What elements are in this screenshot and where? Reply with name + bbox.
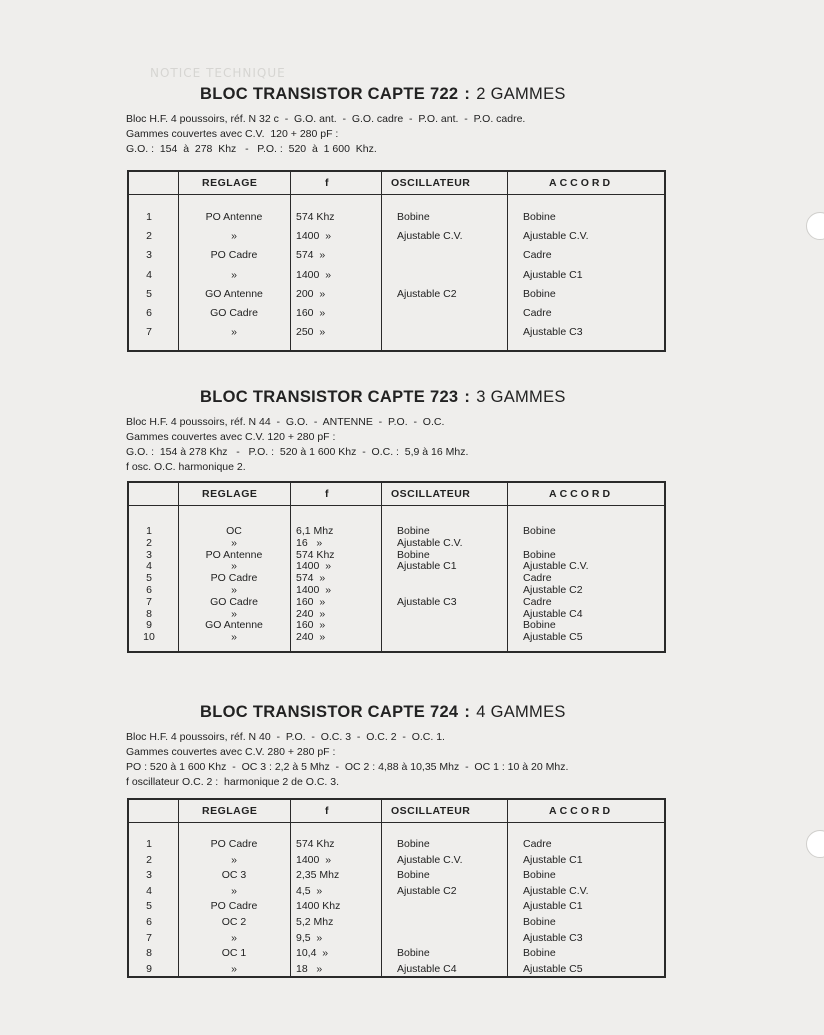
row-number: 2 — [146, 230, 152, 243]
row-reglage: » — [231, 631, 237, 644]
column-header-f: f — [325, 805, 329, 817]
row-reglage: PO Cadre — [210, 249, 258, 262]
bloc-description-line: G.O. : 154 à 278 Khz - P.O. : 520 à 1 600 Khz. — [126, 143, 377, 155]
row-frequency: 6,1 Mhz — [296, 525, 334, 537]
row-reglage: OC 1 — [221, 947, 247, 960]
row-oscillateur: Bobine — [397, 869, 430, 882]
punch-hole-top — [806, 212, 824, 240]
bloc-description-line: G.O. : 154 à 278 Khz - P.O. : 520 à 1 600 Khz - O.C. : 5,9 à 16 Mhz. — [126, 446, 469, 458]
row-frequency: 16 » — [296, 536, 323, 549]
bloc-description-line: Gammes couvertes avec C.V. 120 + 280 pF : — [126, 128, 339, 140]
row-frequency: 4,5 » — [296, 884, 323, 897]
row-accord: Ajustable C4 — [523, 607, 583, 620]
row-frequency: 160 » — [296, 595, 326, 608]
row-frequency: 10,4 » — [296, 947, 329, 960]
row-number: 10 — [143, 631, 155, 644]
row-frequency: 160 » — [296, 307, 326, 319]
row-accord: Ajustable C.V. — [523, 884, 589, 897]
row-reglage: GO Antenne — [205, 619, 263, 632]
row-reglage: » — [231, 230, 237, 243]
row-accord: Ajustable C.V. — [523, 230, 589, 243]
row-number: 4 — [146, 560, 152, 573]
row-number: 7 — [146, 326, 152, 339]
heading-separator: : — [464, 703, 471, 721]
row-frequency: 574 Khz — [296, 548, 335, 561]
row-number: 7 — [146, 595, 152, 608]
row-number: 3 — [146, 548, 152, 561]
column-header-oscillateur: OSCILLATEUR — [391, 177, 471, 189]
row-oscillateur: Ajustable C.V. — [397, 536, 463, 549]
row-number: 1 — [146, 211, 152, 223]
bloc-heading — [200, 388, 566, 407]
row-accord: Ajustable C.V. — [523, 560, 589, 573]
bloc-gammes: 3 GAMMES — [476, 388, 566, 406]
row-number: 5 — [146, 572, 152, 585]
row-frequency: 2,35 Mhz — [296, 869, 340, 882]
row-reglage: » — [231, 607, 237, 620]
row-accord: Ajustable C1 — [523, 853, 583, 866]
bloc-description-line: Bloc H.F. 4 poussoirs, réf. N 44 - G.O. - ANTENNE - P.O. - O.C. — [126, 416, 445, 428]
row-oscillateur: Ajustable C4 — [397, 962, 457, 975]
column-header-accord: ACCORD — [549, 805, 614, 817]
column-header-reglage: REGLAGE — [202, 805, 258, 817]
row-accord: Ajustable C1 — [523, 268, 583, 281]
row-reglage: » — [231, 584, 237, 596]
row-frequency: 5,2 Mhz — [296, 916, 334, 928]
row-frequency: 240 » — [296, 631, 326, 644]
row-oscillateur: Ajustable C2 — [397, 287, 457, 300]
row-frequency: 1400 » — [296, 268, 332, 281]
row-number: 9 — [146, 619, 152, 632]
column-header-f: f — [325, 488, 329, 500]
row-accord: Ajustable C2 — [523, 584, 583, 596]
row-accord: Bobine — [523, 869, 556, 882]
punch-hole-bottom — [806, 830, 824, 858]
row-reglage: PO Cadre — [210, 900, 258, 913]
row-reglage: GO Antenne — [205, 287, 263, 300]
row-number: 6 — [146, 584, 152, 596]
column-header-oscillateur: OSCILLATEUR — [391, 805, 471, 817]
row-reglage: » — [231, 268, 237, 281]
bloc-description-line: Bloc H.F. 4 poussoirs, réf. N 40 - P.O. - O.C. 3 - O.C. 2 - O.C. 1. — [126, 731, 445, 743]
row-number: 5 — [146, 287, 152, 300]
column-header-reglage: REGLAGE — [202, 177, 258, 189]
row-accord: Cadre — [523, 838, 552, 850]
column-header-oscillateur: OSCILLATEUR — [391, 488, 471, 500]
row-reglage: PO Cadre — [210, 572, 258, 585]
row-frequency: 574 Khz — [296, 838, 335, 850]
row-reglage: OC 3 — [221, 869, 247, 882]
row-oscillateur: Bobine — [397, 947, 430, 960]
row-reglage: PO Antenne — [205, 211, 263, 223]
row-reglage: » — [231, 853, 237, 866]
row-accord: Bobine — [523, 947, 556, 960]
ghost-notice-header: NOTICE TECHNIQUE — [150, 66, 286, 80]
row-number: 3 — [146, 869, 152, 882]
column-divider — [381, 172, 382, 350]
row-accord: Ajustable C5 — [523, 631, 583, 644]
row-accord: Bobine — [523, 525, 556, 537]
row-frequency: 160 » — [296, 619, 326, 632]
row-frequency: 574 » — [296, 249, 326, 262]
row-reglage: PO Cadre — [210, 838, 258, 850]
row-oscillateur: Ajustable C2 — [397, 884, 457, 897]
row-number: 4 — [146, 268, 152, 281]
row-oscillateur: Bobine — [397, 525, 430, 537]
row-oscillateur: Ajustable C.V. — [397, 230, 463, 243]
column-header-f: f — [325, 177, 329, 189]
row-reglage: » — [231, 326, 237, 339]
row-reglage: PO Antenne — [205, 548, 263, 561]
row-number: 4 — [146, 884, 152, 897]
row-frequency: 1400 » — [296, 230, 332, 243]
row-frequency: 1400 » — [296, 853, 332, 866]
column-divider — [507, 483, 508, 651]
row-frequency: 1400 » — [296, 584, 332, 596]
bloc-description-line: Gammes couvertes avec C.V. 120 + 280 pF : — [126, 431, 336, 443]
column-divider — [381, 483, 382, 651]
column-header-accord: ACCORD — [549, 177, 614, 189]
column-divider — [381, 800, 382, 976]
column-header-accord: ACCORD — [549, 488, 614, 500]
column-divider — [507, 800, 508, 976]
row-oscillateur: Ajustable C.V. — [397, 853, 463, 866]
bloc-gammes: 2 GAMMES — [476, 85, 566, 103]
adjustment-table — [127, 170, 666, 352]
row-oscillateur: Bobine — [397, 838, 430, 850]
bloc-description-line: f osc. O.C. harmonique 2. — [126, 461, 246, 473]
row-reglage: GO Cadre — [210, 307, 258, 319]
row-oscillateur: Ajustable C1 — [397, 560, 457, 573]
bloc-gammes: 4 GAMMES — [476, 703, 566, 721]
bloc-description-line: Gammes couvertes avec C.V. 280 + 280 pF : — [126, 746, 336, 758]
row-reglage: » — [231, 962, 237, 975]
row-accord: Bobine — [523, 211, 556, 223]
row-reglage: » — [231, 884, 237, 897]
bloc-description-line: PO : 520 à 1 600 Khz - OC 3 : 2,2 à 5 Mhz - OC 2 : 4,88 à 10,35 Mhz - OC 1 : 10 à 20 Mhz. — [126, 761, 569, 773]
row-number: 1 — [146, 838, 152, 850]
row-accord: Ajustable C3 — [523, 326, 583, 339]
row-number: 3 — [146, 249, 152, 262]
row-number: 2 — [146, 536, 152, 549]
row-frequency: 1400 » — [296, 560, 332, 573]
column-divider — [290, 483, 291, 651]
row-accord: Cadre — [523, 572, 552, 585]
row-reglage: OC 2 — [221, 916, 247, 928]
bloc-title: BLOC TRANSISTOR CAPTE 724 — [200, 703, 459, 721]
column-divider — [290, 172, 291, 350]
adjustment-table — [127, 798, 666, 978]
row-accord: Bobine — [523, 916, 556, 928]
row-reglage: » — [231, 536, 237, 549]
bloc-heading — [200, 703, 566, 722]
row-number: 5 — [146, 900, 152, 913]
row-number: 1 — [146, 525, 152, 537]
row-frequency: 574 » — [296, 572, 326, 585]
row-frequency: 200 » — [296, 287, 326, 300]
row-frequency: 240 » — [296, 607, 326, 620]
row-number: 7 — [146, 931, 152, 944]
row-number: 9 — [146, 962, 152, 975]
row-oscillateur: Bobine — [397, 548, 430, 561]
row-accord: Ajustable C3 — [523, 931, 583, 944]
row-number: 8 — [146, 607, 152, 620]
row-reglage: » — [231, 560, 237, 573]
row-frequency: 9,5 » — [296, 931, 323, 944]
row-number: 8 — [146, 947, 152, 960]
row-reglage: » — [231, 931, 237, 944]
row-reglage: GO Cadre — [210, 595, 258, 608]
row-frequency: 250 » — [296, 326, 326, 339]
row-frequency: 1400 Khz — [296, 900, 341, 913]
row-accord: Bobine — [523, 548, 556, 561]
bloc-description-line: f oscillateur O.C. 2 : harmonique 2 de O.C. 3. — [126, 776, 340, 788]
row-accord: Bobine — [523, 287, 556, 300]
heading-separator: : — [464, 85, 471, 103]
row-accord: Cadre — [523, 307, 552, 319]
row-oscillateur: Ajustable C3 — [397, 595, 457, 608]
column-divider — [290, 800, 291, 976]
column-header-reglage: REGLAGE — [202, 488, 258, 500]
bloc-title: BLOC TRANSISTOR CAPTE 722 — [200, 85, 459, 103]
row-accord: Cadre — [523, 249, 552, 262]
bloc-title: BLOC TRANSISTOR CAPTE 723 — [200, 388, 459, 406]
heading-separator: : — [464, 388, 471, 406]
row-number: 2 — [146, 853, 152, 866]
row-accord: Bobine — [523, 619, 556, 632]
row-accord: Ajustable C1 — [523, 900, 583, 913]
row-number: 6 — [146, 307, 152, 319]
bloc-description-line: Bloc H.F. 4 poussoirs, réf. N 32 c - G.O. ant. - G.O. cadre - P.O. ant. - P.O. cadre. — [126, 113, 526, 125]
row-reglage: OC — [226, 525, 242, 537]
bloc-heading — [200, 85, 566, 104]
adjustment-table — [127, 481, 666, 653]
column-divider — [507, 172, 508, 350]
row-frequency: 574 Khz — [296, 211, 335, 223]
row-oscillateur: Bobine — [397, 211, 430, 223]
row-accord: Ajustable C5 — [523, 962, 583, 975]
row-accord: Cadre — [523, 595, 552, 608]
row-number: 6 — [146, 916, 152, 928]
row-frequency: 18 » — [296, 962, 323, 975]
